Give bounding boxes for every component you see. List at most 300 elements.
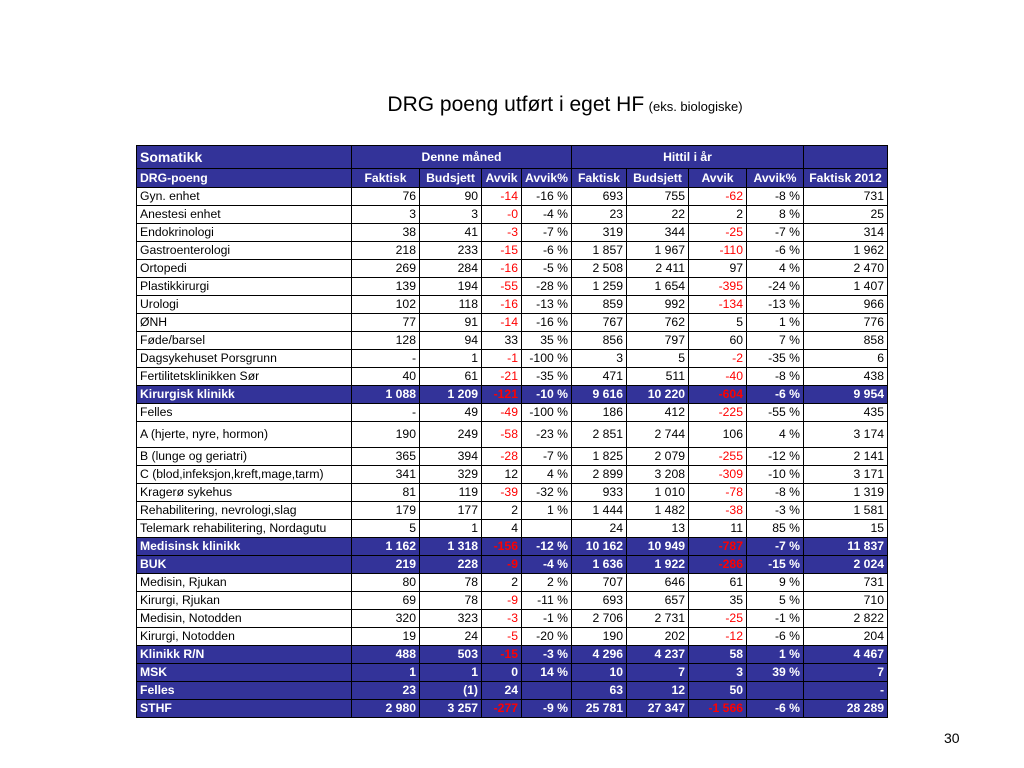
ytd-faktisk-cell: 63 bbox=[572, 682, 627, 700]
ytd-budsjett-cell: 22 bbox=[627, 206, 689, 224]
row-label: C (blod,infeksjon,kreft,mage,tarm) bbox=[137, 466, 352, 484]
column-header: Faktisk 2012 bbox=[804, 169, 888, 188]
ytd-avvik-cell: -25 bbox=[689, 610, 747, 628]
row-label: Gastroenterologi bbox=[137, 242, 352, 260]
month-faktisk-cell: 3 bbox=[352, 206, 420, 224]
faktisk-2012-cell: 1 407 bbox=[804, 278, 888, 296]
ytd-budsjett-cell: 1 482 bbox=[627, 502, 689, 520]
header-row-groups bbox=[137, 146, 888, 169]
month-avvik-pct-cell: -4 % bbox=[522, 556, 572, 574]
header-row-columns bbox=[137, 169, 888, 188]
row-label: Dagsykehuset Porsgrunn bbox=[137, 350, 352, 368]
month-faktisk-cell: 269 bbox=[352, 260, 420, 278]
ytd-budsjett-cell: 27 347 bbox=[627, 700, 689, 718]
month-avvik-pct-cell: -13 % bbox=[522, 296, 572, 314]
month-avvik-cell: 12 bbox=[482, 466, 522, 484]
ytd-avvik-pct-cell: -6 % bbox=[747, 386, 804, 404]
faktisk-2012-cell: 9 954 bbox=[804, 386, 888, 404]
month-avvik-cell: -3 bbox=[482, 224, 522, 242]
ytd-faktisk-cell: 10 bbox=[572, 664, 627, 682]
month-faktisk-cell: 102 bbox=[352, 296, 420, 314]
table-row bbox=[137, 278, 888, 296]
row-label: Kragerø sykehus bbox=[137, 484, 352, 502]
row-label: Ortopedi bbox=[137, 260, 352, 278]
ytd-avvik-cell: 60 bbox=[689, 332, 747, 350]
month-budsjett-cell: 24 bbox=[420, 628, 482, 646]
column-header: DRG-poeng bbox=[137, 169, 352, 188]
faktisk-2012-cell: 11 837 bbox=[804, 538, 888, 556]
ytd-budsjett-cell: 5 bbox=[627, 350, 689, 368]
faktisk-2012-cell: 15 bbox=[804, 520, 888, 538]
month-faktisk-cell: 76 bbox=[352, 188, 420, 206]
month-faktisk-cell: 488 bbox=[352, 646, 420, 664]
month-faktisk-cell: 179 bbox=[352, 502, 420, 520]
month-avvik-cell: -15 bbox=[482, 646, 522, 664]
month-avvik-pct-cell: -3 % bbox=[522, 646, 572, 664]
ytd-avvik-pct-cell: 1 % bbox=[747, 646, 804, 664]
ytd-avvik-cell: 3 bbox=[689, 664, 747, 682]
faktisk-2012-cell: 3 171 bbox=[804, 466, 888, 484]
ytd-avvik-pct-cell: -6 % bbox=[747, 700, 804, 718]
column-header: Faktisk bbox=[572, 169, 627, 188]
ytd-avvik-pct-cell: 7 % bbox=[747, 332, 804, 350]
table-row bbox=[137, 206, 888, 224]
table-row bbox=[137, 314, 888, 332]
row-label: Medisin, Notodden bbox=[137, 610, 352, 628]
faktisk-2012-cell: 731 bbox=[804, 574, 888, 592]
ytd-budsjett-cell: 762 bbox=[627, 314, 689, 332]
month-avvik-pct-cell: -23 % bbox=[522, 422, 572, 448]
ytd-budsjett-cell: 657 bbox=[627, 592, 689, 610]
month-faktisk-cell: 1 162 bbox=[352, 538, 420, 556]
ytd-avvik-cell: -12 bbox=[689, 628, 747, 646]
row-label: Anestesi enhet bbox=[137, 206, 352, 224]
month-budsjett-cell: 78 bbox=[420, 574, 482, 592]
ytd-faktisk-cell: 186 bbox=[572, 404, 627, 422]
table-row bbox=[137, 350, 888, 368]
month-avvik-cell: -9 bbox=[482, 556, 522, 574]
ytd-avvik-pct-cell: -8 % bbox=[747, 188, 804, 206]
ytd-faktisk-cell: 1 259 bbox=[572, 278, 627, 296]
row-label: ØNH bbox=[137, 314, 352, 332]
ytd-avvik-pct-cell: 4 % bbox=[747, 422, 804, 448]
ytd-avvik-pct-cell bbox=[747, 682, 804, 700]
faktisk-2012-cell: 1 319 bbox=[804, 484, 888, 502]
ytd-avvik-pct-cell: -8 % bbox=[747, 484, 804, 502]
month-avvik-pct-cell: -7 % bbox=[522, 224, 572, 242]
row-label: Telemark rehabilitering, Nordagutu bbox=[137, 520, 352, 538]
month-budsjett-cell: 1 209 bbox=[420, 386, 482, 404]
month-avvik-pct-cell: -20 % bbox=[522, 628, 572, 646]
ytd-avvik-cell: -78 bbox=[689, 484, 747, 502]
ytd-avvik-pct-cell: -24 % bbox=[747, 278, 804, 296]
ytd-avvik-cell: 5 bbox=[689, 314, 747, 332]
month-avvik-cell: -15 bbox=[482, 242, 522, 260]
month-budsjett-cell: 194 bbox=[420, 278, 482, 296]
month-faktisk-cell: - bbox=[352, 404, 420, 422]
month-faktisk-cell: 190 bbox=[352, 422, 420, 448]
faktisk-2012-cell: 858 bbox=[804, 332, 888, 350]
ytd-faktisk-cell: 9 616 bbox=[572, 386, 627, 404]
ytd-faktisk-cell: 2 508 bbox=[572, 260, 627, 278]
ytd-budsjett-cell: 755 bbox=[627, 188, 689, 206]
group-header-empty bbox=[804, 146, 888, 169]
month-avvik-pct-cell: -5 % bbox=[522, 260, 572, 278]
category-header: Somatikk bbox=[137, 146, 352, 169]
ytd-faktisk-cell: 859 bbox=[572, 296, 627, 314]
month-avvik-cell: -14 bbox=[482, 188, 522, 206]
ytd-avvik-cell: -309 bbox=[689, 466, 747, 484]
month-faktisk-cell: - bbox=[352, 350, 420, 368]
month-avvik-pct-cell: -32 % bbox=[522, 484, 572, 502]
month-faktisk-cell: 19 bbox=[352, 628, 420, 646]
ytd-avvik-cell: -40 bbox=[689, 368, 747, 386]
drg-table bbox=[136, 145, 888, 718]
title-main: DRG poeng utført i eget HF bbox=[387, 93, 645, 116]
month-faktisk-cell: 38 bbox=[352, 224, 420, 242]
row-label: Føde/barsel bbox=[137, 332, 352, 350]
ytd-budsjett-cell: 2 411 bbox=[627, 260, 689, 278]
total-row bbox=[137, 556, 888, 574]
faktisk-2012-cell: 2 822 bbox=[804, 610, 888, 628]
ytd-budsjett-cell: 646 bbox=[627, 574, 689, 592]
month-budsjett-cell: 1 bbox=[420, 520, 482, 538]
month-avvik-cell: 2 bbox=[482, 502, 522, 520]
month-avvik-pct-cell: -4 % bbox=[522, 206, 572, 224]
month-avvik-pct-cell: -11 % bbox=[522, 592, 572, 610]
month-avvik-pct-cell: -1 % bbox=[522, 610, 572, 628]
month-avvik-pct-cell: -10 % bbox=[522, 386, 572, 404]
month-avvik-cell: 2 bbox=[482, 574, 522, 592]
row-label: Kirurgisk klinikk bbox=[137, 386, 352, 404]
month-budsjett-cell: 1 318 bbox=[420, 538, 482, 556]
column-header: Avvik% bbox=[522, 169, 572, 188]
ytd-budsjett-cell: 4 237 bbox=[627, 646, 689, 664]
table-row bbox=[137, 484, 888, 502]
ytd-faktisk-cell: 767 bbox=[572, 314, 627, 332]
row-label: Rehabilitering, nevrologi,slag bbox=[137, 502, 352, 520]
table-row bbox=[137, 466, 888, 484]
table-row bbox=[137, 332, 888, 350]
month-avvik-pct-cell: -7 % bbox=[522, 448, 572, 466]
row-label: Klinikk R/N bbox=[137, 646, 352, 664]
total-row bbox=[137, 386, 888, 404]
ytd-budsjett-cell: 3 208 bbox=[627, 466, 689, 484]
ytd-avvik-cell: -787 bbox=[689, 538, 747, 556]
ytd-avvik-cell: -38 bbox=[689, 502, 747, 520]
ytd-avvik-cell: -25 bbox=[689, 224, 747, 242]
month-budsjett-cell: 233 bbox=[420, 242, 482, 260]
ytd-budsjett-cell: 511 bbox=[627, 368, 689, 386]
column-header: Faktisk bbox=[352, 169, 420, 188]
month-budsjett-cell: 323 bbox=[420, 610, 482, 628]
faktisk-2012-cell: 2 470 bbox=[804, 260, 888, 278]
ytd-budsjett-cell: 10 220 bbox=[627, 386, 689, 404]
month-budsjett-cell: 49 bbox=[420, 404, 482, 422]
month-budsjett-cell: 78 bbox=[420, 592, 482, 610]
ytd-avvik-pct-cell: 85 % bbox=[747, 520, 804, 538]
ytd-avvik-pct-cell: 8 % bbox=[747, 206, 804, 224]
title-subtitle: (eks. biologiske) bbox=[648, 99, 743, 114]
faktisk-2012-cell: 1 962 bbox=[804, 242, 888, 260]
month-faktisk-cell: 219 bbox=[352, 556, 420, 574]
ytd-budsjett-cell: 2 744 bbox=[627, 422, 689, 448]
faktisk-2012-cell: 435 bbox=[804, 404, 888, 422]
ytd-avvik-cell: -255 bbox=[689, 448, 747, 466]
table-row bbox=[137, 188, 888, 206]
ytd-avvik-pct-cell: -12 % bbox=[747, 448, 804, 466]
ytd-avvik-pct-cell: -55 % bbox=[747, 404, 804, 422]
ytd-avvik-pct-cell: -1 % bbox=[747, 610, 804, 628]
month-budsjett-cell: 118 bbox=[420, 296, 482, 314]
table-row bbox=[137, 592, 888, 610]
month-avvik-cell: -121 bbox=[482, 386, 522, 404]
month-faktisk-cell: 5 bbox=[352, 520, 420, 538]
ytd-avvik-cell: 58 bbox=[689, 646, 747, 664]
row-label: Felles bbox=[137, 682, 352, 700]
row-label: STHF bbox=[137, 700, 352, 718]
month-faktisk-cell: 1 bbox=[352, 664, 420, 682]
month-avvik-cell: -16 bbox=[482, 260, 522, 278]
month-avvik-cell: 24 bbox=[482, 682, 522, 700]
month-avvik-pct-cell: -35 % bbox=[522, 368, 572, 386]
table-row bbox=[137, 574, 888, 592]
ytd-avvik-cell: 50 bbox=[689, 682, 747, 700]
month-avvik-cell: -39 bbox=[482, 484, 522, 502]
ytd-faktisk-cell: 25 781 bbox=[572, 700, 627, 718]
column-header: Avvik% bbox=[747, 169, 804, 188]
month-budsjett-cell: 177 bbox=[420, 502, 482, 520]
ytd-faktisk-cell: 856 bbox=[572, 332, 627, 350]
faktisk-2012-cell: - bbox=[804, 682, 888, 700]
ytd-avvik-cell: -110 bbox=[689, 242, 747, 260]
faktisk-2012-cell: 25 bbox=[804, 206, 888, 224]
month-avvik-cell: 0 bbox=[482, 664, 522, 682]
ytd-budsjett-cell: 202 bbox=[627, 628, 689, 646]
ytd-budsjett-cell: 2 079 bbox=[627, 448, 689, 466]
ytd-avvik-cell: -286 bbox=[689, 556, 747, 574]
month-avvik-cell: -156 bbox=[482, 538, 522, 556]
month-avvik-cell: -58 bbox=[482, 422, 522, 448]
month-avvik-cell: -1 bbox=[482, 350, 522, 368]
ytd-faktisk-cell: 23 bbox=[572, 206, 627, 224]
month-avvik-pct-cell bbox=[522, 682, 572, 700]
ytd-faktisk-cell: 10 162 bbox=[572, 538, 627, 556]
ytd-avvik-pct-cell: -6 % bbox=[747, 628, 804, 646]
ytd-faktisk-cell: 1 444 bbox=[572, 502, 627, 520]
month-budsjett-cell: 394 bbox=[420, 448, 482, 466]
month-faktisk-cell: 1 088 bbox=[352, 386, 420, 404]
month-avvik-pct-cell: -12 % bbox=[522, 538, 572, 556]
table-row bbox=[137, 628, 888, 646]
ytd-faktisk-cell: 693 bbox=[572, 592, 627, 610]
faktisk-2012-cell: 2 024 bbox=[804, 556, 888, 574]
month-budsjett-cell: 329 bbox=[420, 466, 482, 484]
table-row bbox=[137, 404, 888, 422]
ytd-avvik-pct-cell: -10 % bbox=[747, 466, 804, 484]
ytd-avvik-pct-cell: -15 % bbox=[747, 556, 804, 574]
month-faktisk-cell: 2 980 bbox=[352, 700, 420, 718]
month-budsjett-cell: 3 bbox=[420, 206, 482, 224]
month-budsjett-cell: 119 bbox=[420, 484, 482, 502]
faktisk-2012-cell: 1 581 bbox=[804, 502, 888, 520]
month-budsjett-cell: 284 bbox=[420, 260, 482, 278]
table-row bbox=[137, 242, 888, 260]
ytd-avvik-pct-cell: -6 % bbox=[747, 242, 804, 260]
faktisk-2012-cell: 731 bbox=[804, 188, 888, 206]
month-avvik-pct-cell: 35 % bbox=[522, 332, 572, 350]
month-avvik-cell: -3 bbox=[482, 610, 522, 628]
ytd-faktisk-cell: 707 bbox=[572, 574, 627, 592]
ytd-budsjett-cell: 1 010 bbox=[627, 484, 689, 502]
ytd-avvik-cell: -134 bbox=[689, 296, 747, 314]
ytd-avvik-cell: -1 566 bbox=[689, 700, 747, 718]
month-avvik-pct-cell: -16 % bbox=[522, 314, 572, 332]
ytd-faktisk-cell: 471 bbox=[572, 368, 627, 386]
month-budsjett-cell: (1) bbox=[420, 682, 482, 700]
month-avvik-cell: -16 bbox=[482, 296, 522, 314]
group-header-month: Denne måned bbox=[352, 146, 572, 169]
ytd-faktisk-cell: 319 bbox=[572, 224, 627, 242]
ytd-avvik-cell: 61 bbox=[689, 574, 747, 592]
month-budsjett-cell: 1 bbox=[420, 350, 482, 368]
month-budsjett-cell: 3 257 bbox=[420, 700, 482, 718]
ytd-avvik-cell: -2 bbox=[689, 350, 747, 368]
ytd-faktisk-cell: 2 851 bbox=[572, 422, 627, 448]
ytd-faktisk-cell: 4 296 bbox=[572, 646, 627, 664]
ytd-avvik-cell: -225 bbox=[689, 404, 747, 422]
ytd-avvik-pct-cell: 1 % bbox=[747, 314, 804, 332]
row-label: A (hjerte, nyre, hormon) bbox=[137, 422, 352, 448]
ytd-faktisk-cell: 933 bbox=[572, 484, 627, 502]
ytd-avvik-pct-cell: 9 % bbox=[747, 574, 804, 592]
ytd-faktisk-cell: 693 bbox=[572, 188, 627, 206]
total-row bbox=[137, 682, 888, 700]
ytd-avvik-pct-cell: -7 % bbox=[747, 224, 804, 242]
ytd-budsjett-cell: 7 bbox=[627, 664, 689, 682]
month-avvik-pct-cell: -9 % bbox=[522, 700, 572, 718]
row-label: BUK bbox=[137, 556, 352, 574]
row-label: Medisinsk klinikk bbox=[137, 538, 352, 556]
month-avvik-cell: -5 bbox=[482, 628, 522, 646]
month-avvik-pct-cell: -28 % bbox=[522, 278, 572, 296]
faktisk-2012-cell: 966 bbox=[804, 296, 888, 314]
slide-title bbox=[0, 93, 1024, 117]
faktisk-2012-cell: 3 174 bbox=[804, 422, 888, 448]
row-label: Urologi bbox=[137, 296, 352, 314]
row-label: Endokrinologi bbox=[137, 224, 352, 242]
month-budsjett-cell: 61 bbox=[420, 368, 482, 386]
total-row bbox=[137, 664, 888, 682]
ytd-budsjett-cell: 10 949 bbox=[627, 538, 689, 556]
row-label: Kirurgi, Rjukan bbox=[137, 592, 352, 610]
month-avvik-cell: -0 bbox=[482, 206, 522, 224]
table-row bbox=[137, 296, 888, 314]
table-row bbox=[137, 260, 888, 278]
column-header: Avvik bbox=[689, 169, 747, 188]
month-avvik-cell: -55 bbox=[482, 278, 522, 296]
ytd-avvik-pct-cell: -7 % bbox=[747, 538, 804, 556]
month-avvik-cell: -14 bbox=[482, 314, 522, 332]
table-row bbox=[137, 224, 888, 242]
faktisk-2012-cell: 710 bbox=[804, 592, 888, 610]
ytd-faktisk-cell: 1 636 bbox=[572, 556, 627, 574]
ytd-budsjett-cell: 12 bbox=[627, 682, 689, 700]
ytd-avvik-pct-cell: -8 % bbox=[747, 368, 804, 386]
table-row bbox=[137, 368, 888, 386]
table-row bbox=[137, 422, 888, 448]
month-faktisk-cell: 23 bbox=[352, 682, 420, 700]
ytd-avvik-pct-cell: -13 % bbox=[747, 296, 804, 314]
month-avvik-cell: -49 bbox=[482, 404, 522, 422]
page-number: 30 bbox=[944, 730, 960, 746]
month-faktisk-cell: 218 bbox=[352, 242, 420, 260]
table-row bbox=[137, 520, 888, 538]
faktisk-2012-cell: 314 bbox=[804, 224, 888, 242]
month-faktisk-cell: 341 bbox=[352, 466, 420, 484]
ytd-budsjett-cell: 797 bbox=[627, 332, 689, 350]
ytd-avvik-cell: 106 bbox=[689, 422, 747, 448]
ytd-avvik-cell: 97 bbox=[689, 260, 747, 278]
month-avvik-cell: 33 bbox=[482, 332, 522, 350]
month-faktisk-cell: 40 bbox=[352, 368, 420, 386]
ytd-avvik-cell: -62 bbox=[689, 188, 747, 206]
month-avvik-cell: 4 bbox=[482, 520, 522, 538]
month-budsjett-cell: 41 bbox=[420, 224, 482, 242]
ytd-faktisk-cell: 190 bbox=[572, 628, 627, 646]
row-label: Plastikkirurgi bbox=[137, 278, 352, 296]
ytd-budsjett-cell: 13 bbox=[627, 520, 689, 538]
ytd-faktisk-cell: 2 899 bbox=[572, 466, 627, 484]
month-budsjett-cell: 503 bbox=[420, 646, 482, 664]
ytd-budsjett-cell: 412 bbox=[627, 404, 689, 422]
group-header-ytd: Hittil i år bbox=[572, 146, 804, 169]
month-avvik-pct-cell: -100 % bbox=[522, 404, 572, 422]
month-faktisk-cell: 128 bbox=[352, 332, 420, 350]
month-avvik-cell: -28 bbox=[482, 448, 522, 466]
ytd-avvik-cell: 35 bbox=[689, 592, 747, 610]
ytd-faktisk-cell: 1 857 bbox=[572, 242, 627, 260]
row-label: Gyn. enhet bbox=[137, 188, 352, 206]
faktisk-2012-cell: 204 bbox=[804, 628, 888, 646]
faktisk-2012-cell: 4 467 bbox=[804, 646, 888, 664]
month-faktisk-cell: 365 bbox=[352, 448, 420, 466]
month-budsjett-cell: 249 bbox=[420, 422, 482, 448]
month-budsjett-cell: 91 bbox=[420, 314, 482, 332]
total-row bbox=[137, 700, 888, 718]
row-label: Kirurgi, Notodden bbox=[137, 628, 352, 646]
ytd-budsjett-cell: 992 bbox=[627, 296, 689, 314]
ytd-avvik-pct-cell: 39 % bbox=[747, 664, 804, 682]
ytd-avvik-pct-cell: 5 % bbox=[747, 592, 804, 610]
month-budsjett-cell: 1 bbox=[420, 664, 482, 682]
month-budsjett-cell: 94 bbox=[420, 332, 482, 350]
month-budsjett-cell: 228 bbox=[420, 556, 482, 574]
month-avvik-cell: -9 bbox=[482, 592, 522, 610]
month-avvik-pct-cell: 1 % bbox=[522, 502, 572, 520]
month-avvik-pct-cell: -16 % bbox=[522, 188, 572, 206]
month-faktisk-cell: 139 bbox=[352, 278, 420, 296]
table-row bbox=[137, 448, 888, 466]
faktisk-2012-cell: 438 bbox=[804, 368, 888, 386]
month-faktisk-cell: 81 bbox=[352, 484, 420, 502]
month-avvik-pct-cell: 2 % bbox=[522, 574, 572, 592]
ytd-faktisk-cell: 3 bbox=[572, 350, 627, 368]
faktisk-2012-cell: 7 bbox=[804, 664, 888, 682]
column-header: Budsjett bbox=[420, 169, 482, 188]
faktisk-2012-cell: 28 289 bbox=[804, 700, 888, 718]
ytd-budsjett-cell: 2 731 bbox=[627, 610, 689, 628]
